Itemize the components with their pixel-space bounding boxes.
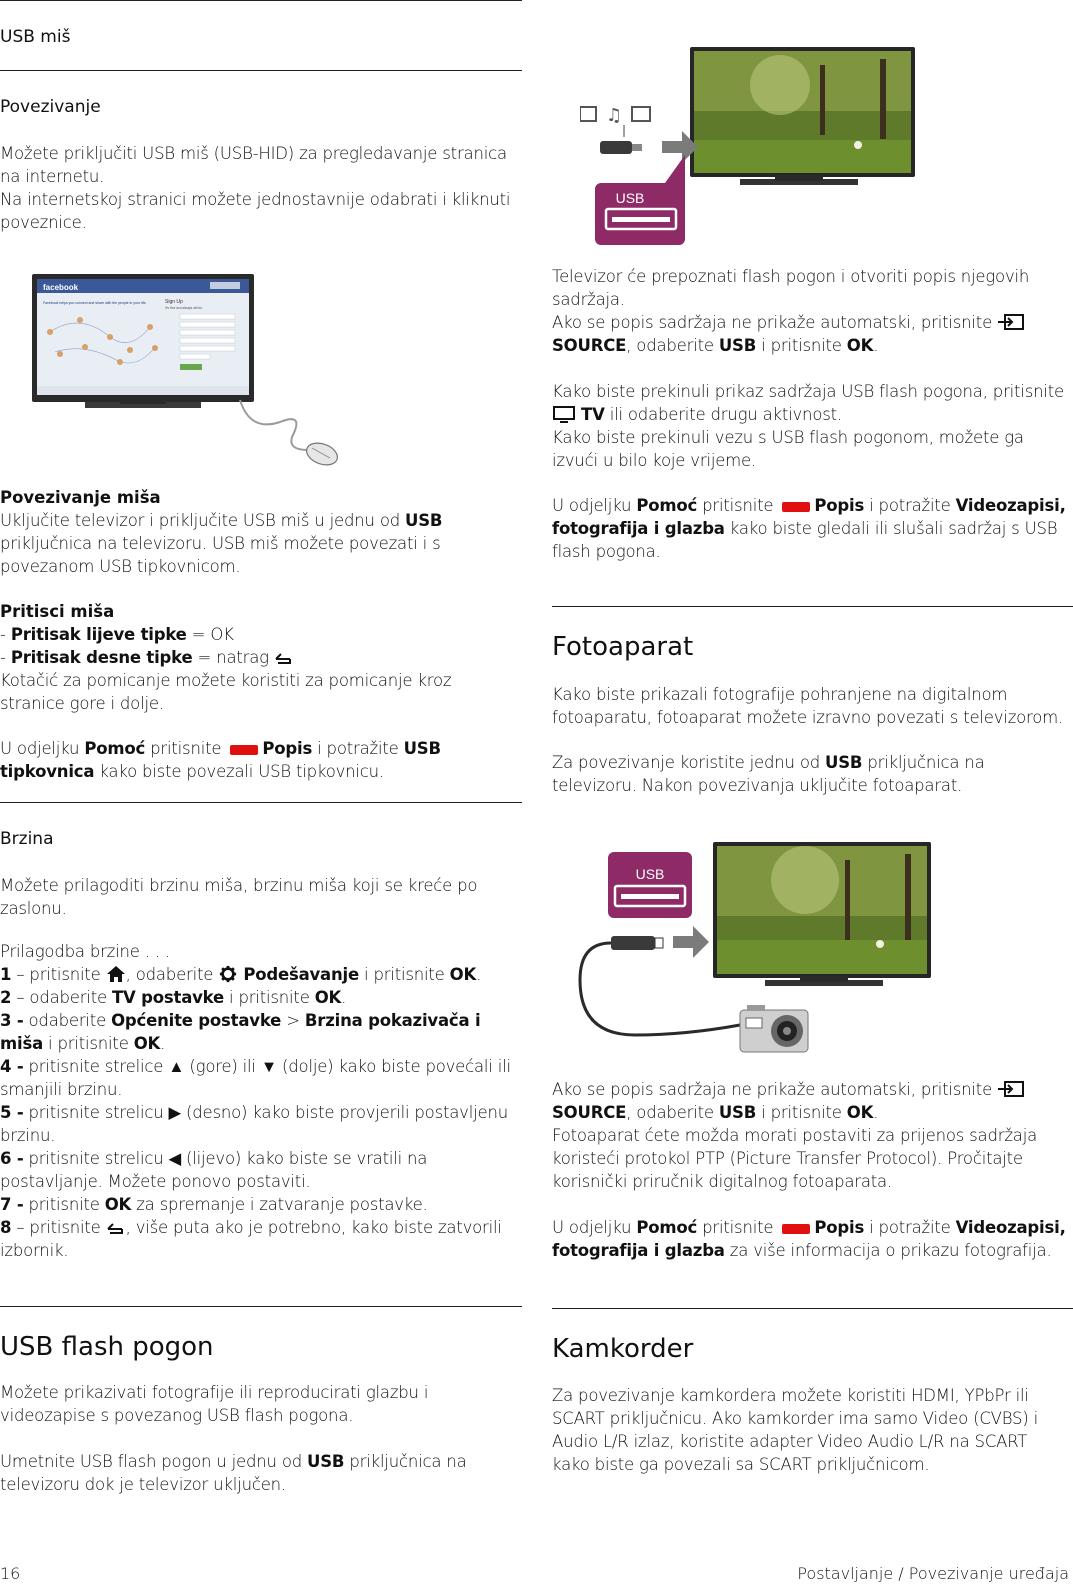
foto-help-f: Videozapisi, fotografija i glazba [552,1218,1066,1260]
foto-help-g: za više informacija o prikazu fotografija. [724,1241,1052,1260]
rule-left-1 [0,70,522,71]
foto-help [552,1216,1067,1262]
r-p3-c: ili odaberite drugu aktivnost. [604,405,842,424]
help-a: U odjeljku [0,739,85,758]
flash-p2-usb: USB [307,1452,345,1471]
s3-f: i pritisnite [43,1034,134,1053]
tv-mouse-illustration [30,272,350,472]
foto-p3-a: Ako se popis sadržaja ne prikaže automatski, pritisnite [552,1080,998,1099]
foto-help-e: i potražite [864,1218,956,1237]
s3-e: Brzina pokazivača i miša [0,1011,481,1053]
red-key-icon [782,502,810,512]
pov-misa-c: priključnica na televizoru. USB miš možete povezati i s povezanom USB tipkovnicom. [0,534,441,576]
s7-c: OK [104,1195,132,1214]
foto-p2-c: priključnica na televizoru. Nakon povezivanja uključite fotoaparat. [552,753,985,795]
pov-misa-a: Uključite televizor i priključite USB miš u jednu od [0,511,406,530]
rule-left-3 [0,1306,522,1307]
source-icon [997,1080,1025,1098]
s3-b: odaberite [23,1011,112,1030]
pov-misa-usb: USB [405,511,443,530]
help-e: i potražite [312,739,404,758]
s2-b: – odaberite [11,988,112,1007]
red-key-icon [230,745,258,755]
foto-help-popis: Popis [814,1218,865,1237]
foto-p3-g: . [873,1103,879,1122]
pr2-c: = natrag [192,648,274,667]
r-p2-e: i pritisnite [756,336,847,355]
fb-logo: facebook [43,283,79,292]
foto-p1: Kako biste prikazali fotografije pohranjene na digitalnom fotoaparatu, fotoaparat možete izravno povezati s televizorom. [552,685,1064,727]
back-icon [106,1220,126,1236]
help-pomoc: Pomoć [84,739,146,758]
s7-b: pritisnite [23,1195,105,1214]
s4-a: 4 - [0,1057,24,1076]
s8-a: 8 [0,1218,12,1237]
foto-p3-c: , odaberite [626,1103,719,1122]
heading-fotoaparat: Fotoaparat [552,632,694,662]
r-p4: Kako biste prekinuli vezu s USB flash pogonom, možete ga izvući u bilo koje vrijeme. [552,428,1024,470]
foto-p3-usb: USB [718,1103,757,1122]
fb-signup: Sign Up [165,299,183,305]
r-help-popis: Popis [814,496,865,515]
help-paragraph-left [0,737,512,783]
pr1-a: - [0,625,11,644]
r-p2-c: , odaberite [626,336,719,355]
right-p1: Televizor će prepoznati flash pogon i otvoriti popis njegovih sadržaja. [552,267,1030,309]
source-icon [997,313,1025,331]
rule-left-2 [0,802,522,803]
s3-c: Općenite postavke [111,1011,282,1030]
heading-pritisci: Pritisci miša [0,602,115,621]
r-help-pomoc: Pomoć [636,496,698,515]
flash-p2-a: Umetnite USB flash pogon u jednu od [0,1452,308,1471]
foto-p3-e: i pritisnite [756,1103,847,1122]
foto-help-a: U odjeljku [552,1218,637,1237]
r-help-c: pritisnite [697,496,779,515]
usb-badge-label: USB [615,190,645,206]
s6-b: pritisnite strelicu ◀ (lijevo) kako biste se vratili na postavljanje. Možete ponovo postaviti. [0,1149,428,1191]
s2-c: TV postavke [111,988,225,1007]
flash-p2 [0,1450,500,1496]
pov-misa-paragraph [0,509,512,578]
red-key-icon [782,1224,810,1234]
kam-paragraph: Za povezivanje kamkordera možete koristiti HDMI, YPbPr ili SCART priključnicu. Ako kamkorder ima samo Video (CVBS) i Audio L/R izlaz, koristite adapter Video Audio L/R na SCART kako biste ga povezali sa SCART priključnicom. [552,1386,1038,1474]
page-number: 16 [0,1564,21,1583]
s1-c: , odaberite [125,965,219,984]
r-p2-source: SOURCE [552,336,627,355]
r-p2-a: Ako se popis sadržaja ne prikaže automatski, pritisnite [552,313,998,332]
heading-brzina: Brzina [0,829,54,849]
s2-e: OK [314,988,342,1007]
r-p2-g: . [873,336,879,355]
help-g: kako biste povezali USB tipkovnicu. [94,762,384,781]
foto-p4: Fotoaparat ćete možda morati postaviti za prijenos sadržaja koristeći protokol PTP (Picture Transfer Protocol). Pročitajte korisnički priručnik digitalnog fotoaparata. [552,1126,1037,1191]
r-help-f: Videozapisi, fotografija i glazba [552,496,1066,538]
r-p3-a: Kako biste prekinuli prikaz sadržaja USB flash pogona, pritisnite [552,382,1064,401]
s3-h: . [160,1034,166,1053]
s1-b: – pritisnite [11,965,106,984]
s6-a: 6 - [0,1149,24,1168]
help-popis: Popis [262,739,313,758]
pr2-b: Pritisak desne tipke [10,648,193,667]
s1-e: i pritisnite [358,965,450,984]
back-icon [274,650,294,666]
foto-p3-ok: OK [846,1103,874,1122]
s1-d: Podešavanje [243,965,359,984]
pr1-c: = OK [186,625,234,644]
intro-paragraph [0,142,520,234]
foto-p3-source: SOURCE [552,1103,627,1122]
s2-a: 2 [0,988,12,1007]
foto-p2-a: Za povezivanje koristite jednu od [552,753,826,772]
r-help-a: U odjeljku [552,496,637,515]
s7-d: za spremanje i zatvaranje postavke. [131,1195,428,1214]
steps-list [0,940,514,1262]
home-icon [106,965,126,983]
pritisci-list [0,623,512,715]
kotacic-text: Kotačić za pomicanje možete koristiti za pomicanje kroz stranice gore i dolje. [0,671,452,713]
heading-kamkorder: Kamkorder [552,1334,694,1364]
rule-right-1 [552,606,1073,607]
s2-d: i pritisnite [224,988,315,1007]
heading-usb-flash: USB flash pogon [0,1332,214,1362]
s4-b: pritisnite strelice ▲ (gore) ili ▼ (dolje) kako biste povećali ili smanjili brzinu. [0,1057,511,1099]
section-usb-mis: USB miš [0,27,71,47]
s2-f: . [341,988,347,1007]
heading-povezivanje: Povezivanje [0,97,101,117]
s1-f: OK [449,965,477,984]
help-f: USB tipkovnica [0,739,441,781]
top-rule-left [0,0,522,1]
footer-section: Postavljanje / Povezivanje uređaja [797,1564,1069,1583]
right-p3 [552,380,1067,472]
intro-p1: Možete priključiti USB miš (USB-HID) za pregledavanje stranica na internetu. [0,144,507,186]
svg-text:♫: ♫ [606,105,623,126]
foto-p3 [552,1078,1067,1193]
s5-b: pritisnite strelicu ▶ (desno) kako biste provjerili postavljenu brzinu. [0,1103,508,1145]
camera-illustration [575,840,965,1060]
r-p3-tv: TV [581,405,605,424]
r-help-e: i potražite [864,496,956,515]
s3-g: OK [133,1034,161,1053]
right-p2 [552,311,1062,357]
intro-p2: Na internetskoj stranici možete jednostavnije odabrati i kliknuti poveznice. [0,190,511,232]
s1-g: . [476,965,482,984]
foto-help-c: pritisnite [697,1218,779,1237]
right-help [552,494,1067,563]
s8-c: , više puta ako je potrebno, kako biste zatvorili izbornik. [0,1218,502,1260]
foto-help-pomoc: Pomoć [636,1218,698,1237]
tv-icon [552,405,576,423]
usb-flash-illustration [580,45,950,250]
s7-a: 7 - [0,1195,24,1214]
prilagodba: Prilagodba brzine . . . [0,942,171,961]
s3-d: > [281,1011,305,1030]
s3-a: 3 - [0,1011,24,1030]
brzina-paragraph: Možete prilagoditi brzinu miša, brzinu miša koji se kreće po zaslonu. [0,876,478,918]
r-p2-usb: USB [718,336,757,355]
fb-signup-sub: It's free and always will be. [165,306,203,310]
heading-povezivanje-misa: Povezivanje miša [0,488,161,507]
pr2-a: - [0,648,11,667]
s1-a: 1 [0,965,12,984]
r-help-g: kako biste gledali ili slušali sadržaj s USB flash pogona. [552,519,1058,561]
foto-p2 [552,751,1012,797]
media-icons [580,105,650,126]
flash-p1: Možete prikazivati fotografije ili reproducirati glazbu i videozapise s povezanog USB flash pogona. [0,1383,429,1425]
rule-right-2 [552,1308,1073,1309]
help-c: pritisnite [145,739,227,758]
flash-p2-c: priključnica na televizoru dok je televizor uključen. [0,1452,467,1494]
r-p2-ok: OK [846,336,874,355]
foto-p2-usb: USB [825,753,863,772]
s5-a: 5 - [0,1103,24,1122]
gear-icon [218,965,238,983]
pr1-b: Pritisak lijeve tipke [10,625,187,644]
usb-badge2-label: USB [635,866,665,882]
fb-tagline: Facebook helps you connect and share with the people in your life. [43,301,147,305]
s8-b: – pritisnite [11,1218,106,1237]
